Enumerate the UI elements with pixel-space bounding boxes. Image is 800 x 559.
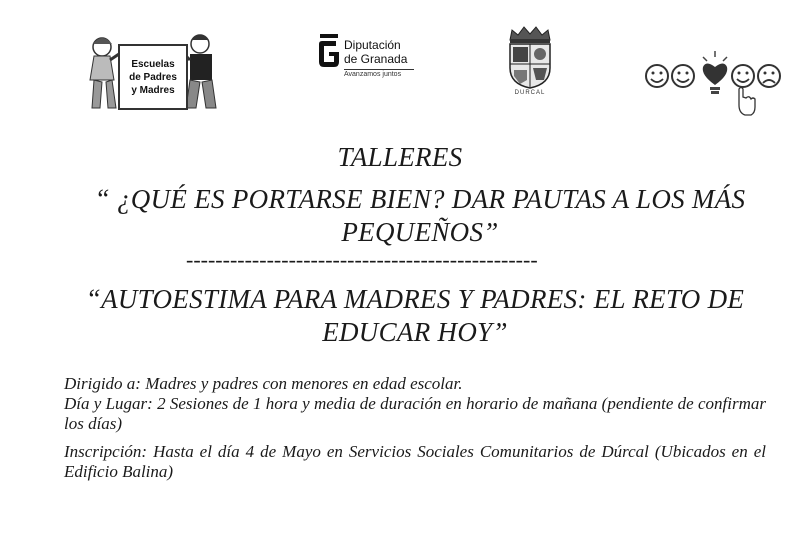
- workshop-1-title: “ ¿QUÉ ES PORTARSE BIEN? DAR PAUTAS A LOS MÁS PEQUEÑOS”: [94, 184, 746, 247]
- logo-bar: [0, 0, 800, 130]
- coat-of-arms-icon: [500, 24, 560, 90]
- happy-face-icon: [646, 65, 668, 87]
- escuelas-sign: [118, 44, 188, 110]
- diputacion-line2: de Granada: [344, 52, 408, 66]
- escuelas-line3: y Madres: [131, 84, 175, 96]
- workshop-2-title: “AUTOESTIMA PARA MADRES Y PADRES: EL RETO DE EDUCAR HOY”: [85, 284, 745, 347]
- separator-line: ------------------------------------------------: [186, 249, 538, 271]
- date-place-text: Día y Lugar: 2 Sesiones de 1 hora y media de duración en horario de mañana (pendiente de confirmar los días): [64, 394, 766, 433]
- emotions-icons-logo: [645, 45, 785, 120]
- emotions-illustration: [645, 45, 785, 120]
- diputacion-divider: [344, 69, 414, 70]
- happy-face-icon: [732, 65, 754, 87]
- page-title: TALLERES: [337, 142, 463, 172]
- pointing-hand-icon: [739, 88, 755, 116]
- diputacion-granada-logo: [318, 30, 418, 84]
- escuelas-de-padres-logo: [72, 30, 222, 115]
- heart-lightbulb-icon: [703, 51, 728, 94]
- sad-face-icon: [758, 65, 780, 87]
- escuelas-line1: Escuelas: [131, 58, 175, 70]
- diputacion-tagline: Avanzamos juntos: [344, 71, 402, 78]
- durcal-caption: DURCAL: [514, 90, 546, 96]
- target-audience-text: Dirigido a: Madres y padres con menores en edad escolar.: [64, 374, 463, 393]
- diputacion-line1: Diputación: [344, 38, 401, 52]
- durcal-coat-of-arms: [500, 24, 560, 104]
- registration-text: Inscripción: Hasta el día 4 de Mayo en Servicios Sociales Comunitarios de Dúrcal (Ubicados en el Edificio Balina): [64, 442, 766, 481]
- escuelas-line2: de Padres: [129, 71, 177, 83]
- diputacion-g-icon: [318, 34, 340, 68]
- happy-face-icon: [672, 65, 694, 87]
